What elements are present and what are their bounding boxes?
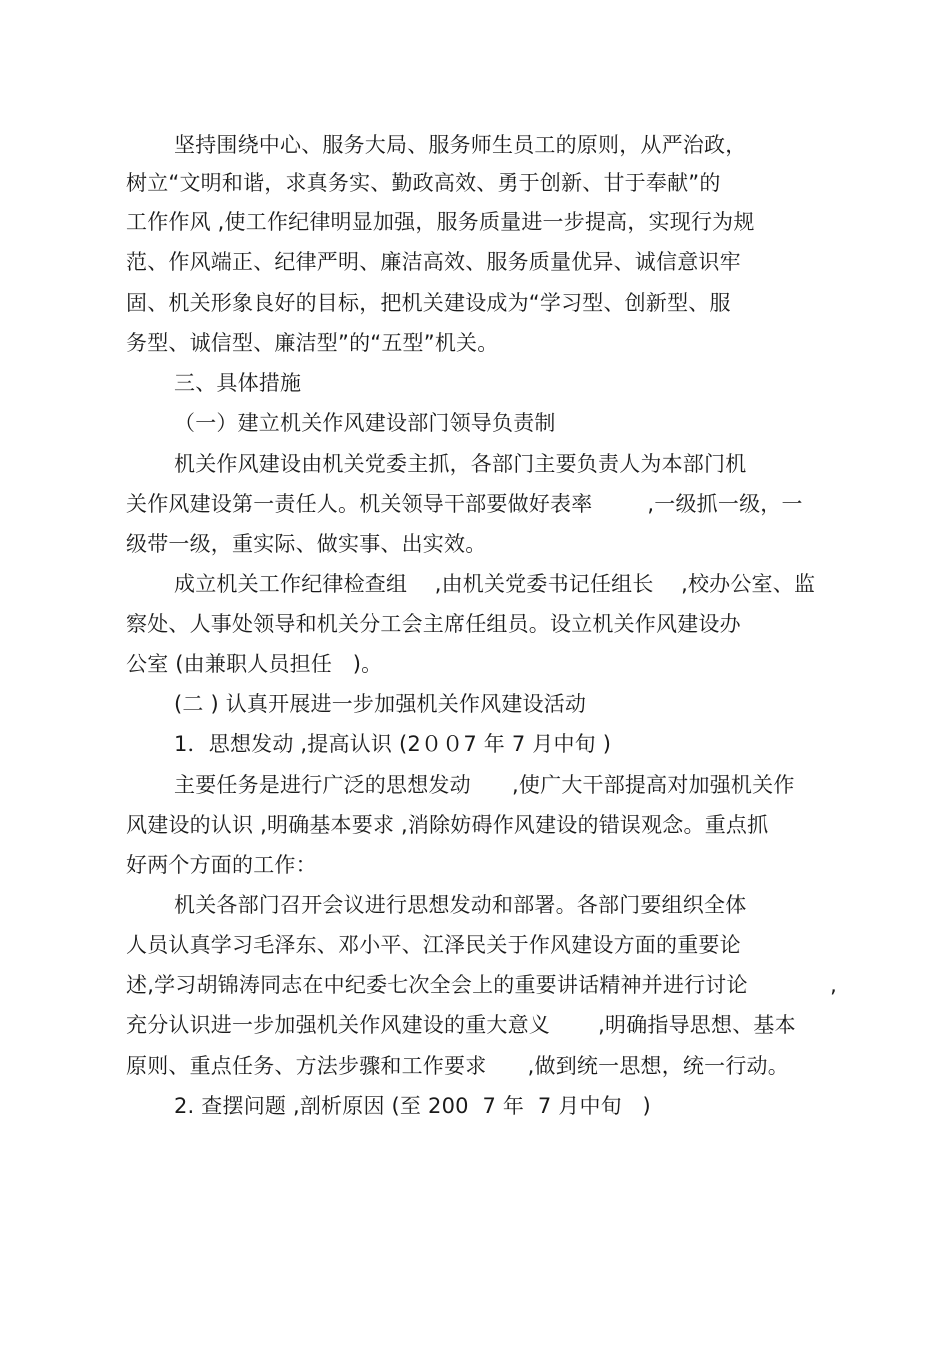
paragraph-line: 成立机关工作纪律检查组 ,由机关党委书记任组长 ,校办公室、监 [174, 572, 816, 596]
paragraph-line: 公室 (由兼职人员担任 )。 [126, 652, 383, 676]
section-heading: 三、具体措施 [174, 371, 302, 395]
paragraph-line: 人员认真学习毛泽东、邓小平、江泽民关于作风建设方面的重要论 [126, 933, 741, 957]
paragraph-line: 风建设的认识 ,明确基本要求 ,消除妨碍作风建设的错误观念。重点抓 [126, 813, 769, 837]
paragraph-line: 述,学习胡锦涛同志在中纪委七次全会上的重要讲话精神并进行讨论 , [126, 973, 838, 997]
subsection-heading: （一）建立机关作风建设部门领导负责制 [174, 411, 556, 435]
paragraph-line: 察处、人事处领导和机关分工会主席任组员。设立机关作风建设办 [126, 612, 741, 636]
paragraph-line: 树立“文明和谐，求真务实、勤政高效、勇于创新、甘于奉献”的 [126, 171, 721, 195]
item-heading: 2. 查摆问题 ,剖析原因 (至 200 7 年 7 月中旬 ) [174, 1094, 651, 1118]
paragraph-line: 主要任务是进行广泛的思想发动 ,使广大干部提高对加强机关作 [174, 773, 795, 797]
paragraph-line: 坚持围绕中心、服务大局、服务师生员工的原则，从严治政， [174, 133, 747, 157]
paragraph-line: 机关各部门召开会议进行思想发动和部署。各部门要组织全体 [174, 893, 747, 917]
subsection-heading: (二 ) 认真开展进一步加强机关作风建设活动 [174, 692, 587, 716]
paragraph-line: 充分认识进一步加强机关作风建设的重大意义 ,明确指导思想、基本 [126, 1013, 796, 1037]
paragraph-line: 关作风建设第一责任人。机关领导干部要做好表率 ,一级抓一级，一 [126, 492, 803, 516]
item-heading: 1．思想发动 ,提高认识 (2００7 年 7 月中旬 ) [174, 732, 612, 756]
paragraph-line: 工作作风 ,使工作纪律明显加强，服务质量进一步提高，实现行为规 [126, 210, 755, 234]
paragraph-line: 级带一级，重实际、做实事、出实效。 [126, 532, 487, 556]
paragraph-line: 原则、重点任务、方法步骤和工作要求 ,做到统一思想，统一行动。 [126, 1054, 789, 1078]
paragraph-line: 好两个方面的工作： [126, 853, 317, 877]
paragraph-line: 固、机关形象良好的目标，把机关建设成为“学习型、创新型、服 [126, 291, 731, 315]
paragraph-line: 范、作风端正、纪律严明、廉洁高效、服务质量优异、诚信意识牢 [126, 250, 741, 274]
paragraph-line: 机关作风建设由机关党委主抓，各部门主要负责人为本部门机 [174, 452, 747, 476]
paragraph-line: 务型、诚信型、廉洁型”的“五型”机关。 [126, 331, 499, 355]
